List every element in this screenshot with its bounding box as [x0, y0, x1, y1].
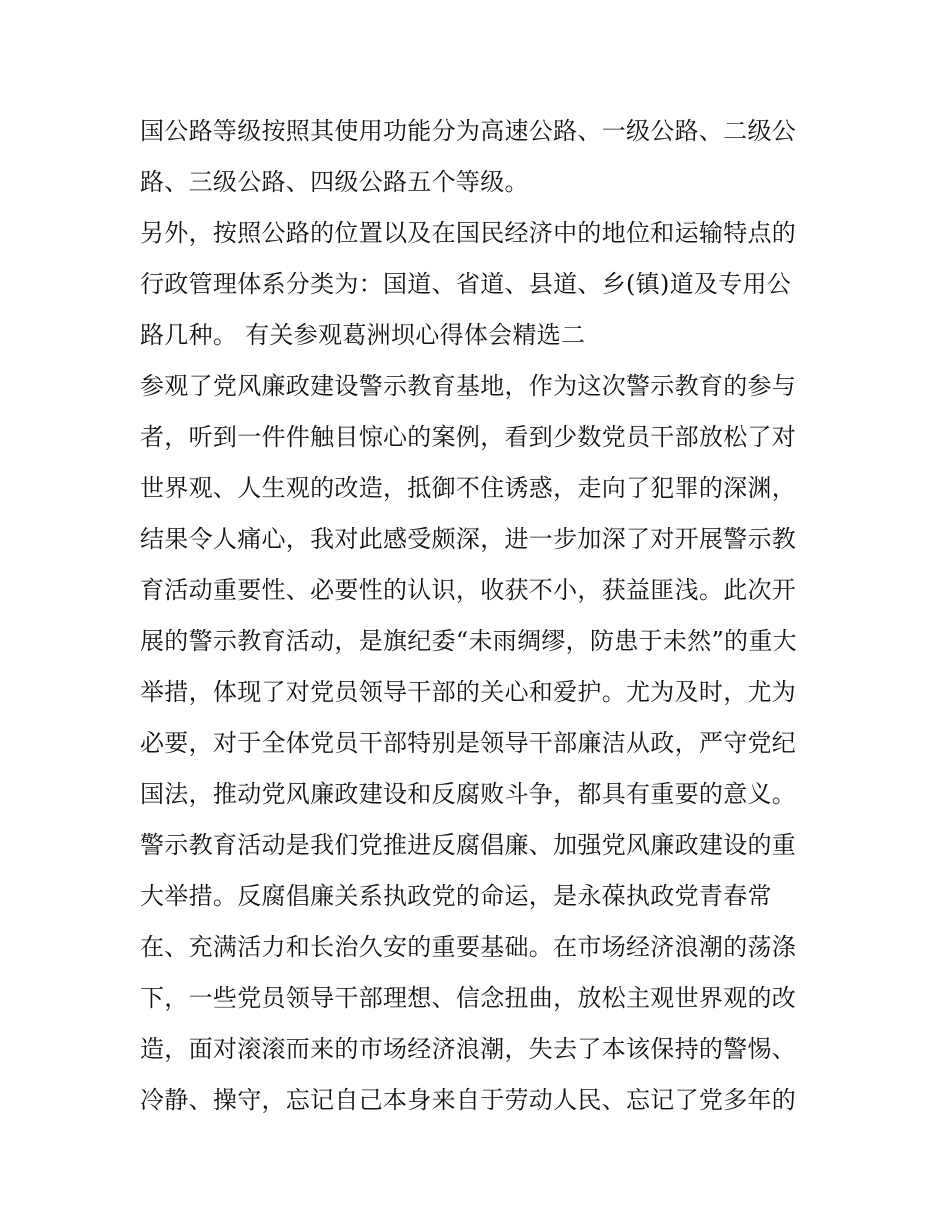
text-line: 结果令人痛心，我对此感受颇深，进一步加深了对开展警示教: [140, 525, 797, 553]
text-line: 者，听到一件件触目惊心的案例，看到少数党员干部放松了对: [140, 423, 797, 451]
text-line: 国公路等级按照其使用功能分为高速公路、一级公路、二级公: [140, 117, 797, 145]
text-line: 育活动重要性、必要性的认识，收获不小，获益匪浅。此次开: [140, 576, 797, 604]
text-line: 必要，对于全体党员干部特别是领导干部廉洁从政，严守党纪: [140, 729, 797, 757]
text-line: 大举措。反腐倡廉关系执政党的命运，是永葆执政党青春常: [140, 882, 772, 910]
text-line: 路、三级公路、四级公路五个等级。: [140, 168, 529, 196]
text-line: 展的警示教育活动，是旗纪委“未雨绸缪，防患于未然”的重大: [140, 627, 797, 655]
text-line: 举措，体现了对党员领导干部的关心和爱护。尤为及时，尤为: [140, 678, 797, 706]
text-line: 行政管理体系分类为：国道、省道、县道、乡(镇)道及专用公: [140, 270, 792, 298]
body-text: [140, 106, 830, 1126]
text-line: 下，一些党员领导干部理想、信念扭曲，放松主观世界观的改: [140, 984, 797, 1012]
text-line: 参观了党风廉政建设警示教育基地，作为这次警示教育的参与: [140, 372, 797, 400]
text-line: 世界观、人生观的改造，抵御不住诱惑，走向了犯罪的深渊，: [140, 474, 797, 502]
text-line: 路几种。 有关参观葛洲坝心得体会精选二: [140, 321, 586, 349]
text-line: 在、充满活力和长治久安的重要基础。在市场经济浪潮的荡涤: [140, 933, 797, 961]
text-line: 冷静、操守，忘记自己本身来自于劳动人民、忘记了党多年的: [140, 1086, 797, 1114]
text-line: 国法，推动党风廉政建设和反腐败斗争，都具有重要的意义。: [140, 780, 797, 808]
text-line: 造，面对滚滚而来的市场经济浪潮，失去了本该保持的警惕、: [140, 1035, 797, 1063]
text-line: 另外，按照公路的位置以及在国民经济中的地位和运输特点的: [140, 219, 797, 247]
text-line: 警示教育活动是我们党推进反腐倡廉、加强党风廉政建设的重: [140, 831, 797, 859]
